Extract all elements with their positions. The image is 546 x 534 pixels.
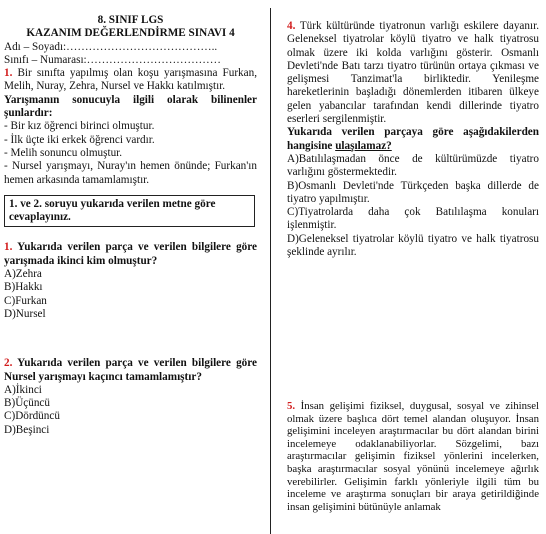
passage1-intro: Yarışmanın sonucuyla ilgili olarak bilinenler şunlardır: — [4, 93, 257, 120]
exam-grade-title: 8. SINIF LGS — [97, 14, 164, 26]
fact-3: - Melih sonuncu olmuştur. — [4, 146, 123, 159]
q4-option-a[interactable]: A)Batılılaşmadan önce de kültürümüzde tiyatro varlığını göstermektedir. — [287, 152, 539, 179]
q1-option-b[interactable]: B)Hakkı — [4, 281, 43, 294]
q2-option-c[interactable]: C)Dördüncü — [4, 410, 60, 423]
q1-option-c[interactable]: C)Furkan — [4, 294, 47, 307]
q4-option-d[interactable]: D)Geleneksel tiyatrolar köylü tiyatro ve halk tiyatrosu şeklinde ayrılır. — [287, 232, 539, 259]
question-1-stem: Yukarıda verilen parça ve verilen bilgilere göre yarışmada ikinci kim olmuştur? — [4, 241, 257, 267]
q4-option-c[interactable]: C)Tiyatrolarda daha çok Batılılaşma konuları işlenmiştir. — [287, 206, 539, 232]
question-4-number: 4. — [287, 20, 296, 32]
class-field[interactable]: Sınıfı – Numarası:……………………………… — [4, 53, 221, 66]
fact-2: - İlk üçte iki erkek öğrenci vardır. — [4, 133, 155, 146]
question-4-stem — [287, 126, 539, 153]
right-column — [287, 20, 539, 259]
column-divider — [270, 8, 271, 534]
q1-option-d[interactable]: D)Nursel — [4, 307, 46, 320]
q1-option-a[interactable]: A)Zehra — [4, 268, 42, 281]
passage1-number: 1. — [4, 67, 13, 80]
q2-option-b[interactable]: B)Üçüncü — [4, 397, 50, 410]
passage1-body: Bir sınıfta yapılmış olan koşu yarışmasına Furkan, Melih, Nuray, Zehra, Nursel ve Hakkı katılmıştır. — [4, 67, 257, 93]
question-4-stem-underlined: ulaşılamaz? — [335, 139, 392, 152]
question-4-passage — [287, 20, 539, 126]
question-5-block — [287, 400, 539, 513]
question-4-text: Türk kültüründe tiyatronun varlığı eskilere dayanır. Geleneksel tiyatrolar köylü tiyatro ve halk tiyatrosu olmak üzere iki kolda varlığını gösterir. Osmanlı Devleti'nde Batı tarzı tiyatro türünün ortaya çıkması ve gelişmesi Tanzimat'la birliktedir. Yenileşme hareketlerinin başladığı dönemlerden itibaren ülkeye gelen yabancılar tarafından kendi dillerinde tiyatro eserleri sergilenmiştir. — [287, 20, 539, 126]
q2-option-d[interactable]: D)Beşinci — [4, 423, 50, 436]
passage1-text — [4, 67, 257, 94]
question-5-passage — [287, 400, 539, 513]
name-field[interactable]: Adı – Soyadı:………………………………….. — [4, 40, 218, 53]
exam-title: KAZANIM DEĞERLENDİRME SINAVI 4 — [26, 27, 235, 40]
question-2-number: 2. — [4, 357, 13, 370]
question-1 — [4, 241, 257, 268]
q4-option-b[interactable]: B)Osmanlı Devleti'nde Türkçeden başka dillerde de tiyatro yapılmıştır. — [287, 179, 539, 205]
question-2 — [4, 357, 257, 384]
question-2-stem: Yukarıda verilen parça ve verilen bilgilere göre Nursel yarışmayı kaçıncı tamamlamıştır? — [4, 357, 257, 383]
question-5-text: İnsan gelişimi fiziksel, duygusal, sosyal ve zihinsel olmak üzere başlıca dört temel alandan oluşuyor. İnsan gelişimini inceleyen araştırmacılar bu dört alandan birini incelemeye odaklanabiliyorlar. Sözgelimi, bazı araştırmacılar gelişimin fiziksel yönlerini incelerken, başka araştırmacılar sosyal yönünü incelemeye ağırlık verebilirler. Gelişimin farklı yönleriyle ilgili tüm bu inceleme ve araştırma sonuçları bir araya getirildiğinde insan gelişimini bütünüyle anlamak — [287, 400, 539, 513]
fact-4: - Nursel yarışmayı, Nuray'ın hemen önünde; Furkan'ın hemen arkasında tamamlamıştır. — [4, 160, 257, 186]
instruction-box: 1. ve 2. soruyu yukarıda verilen metne göre cevaplayınız. — [4, 195, 255, 228]
fact-1: - Bir kız öğrenci birinci olmuştur. — [4, 120, 155, 133]
q2-option-a[interactable]: A)İkinci — [4, 383, 42, 396]
question-4-stem-text: Yukarıda verilen parçaya göre aşağıdakilerden hangisine — [287, 126, 539, 152]
question-1-number: 1. — [4, 241, 13, 254]
left-column — [4, 14, 257, 437]
question-5-number: 5. — [287, 400, 296, 412]
